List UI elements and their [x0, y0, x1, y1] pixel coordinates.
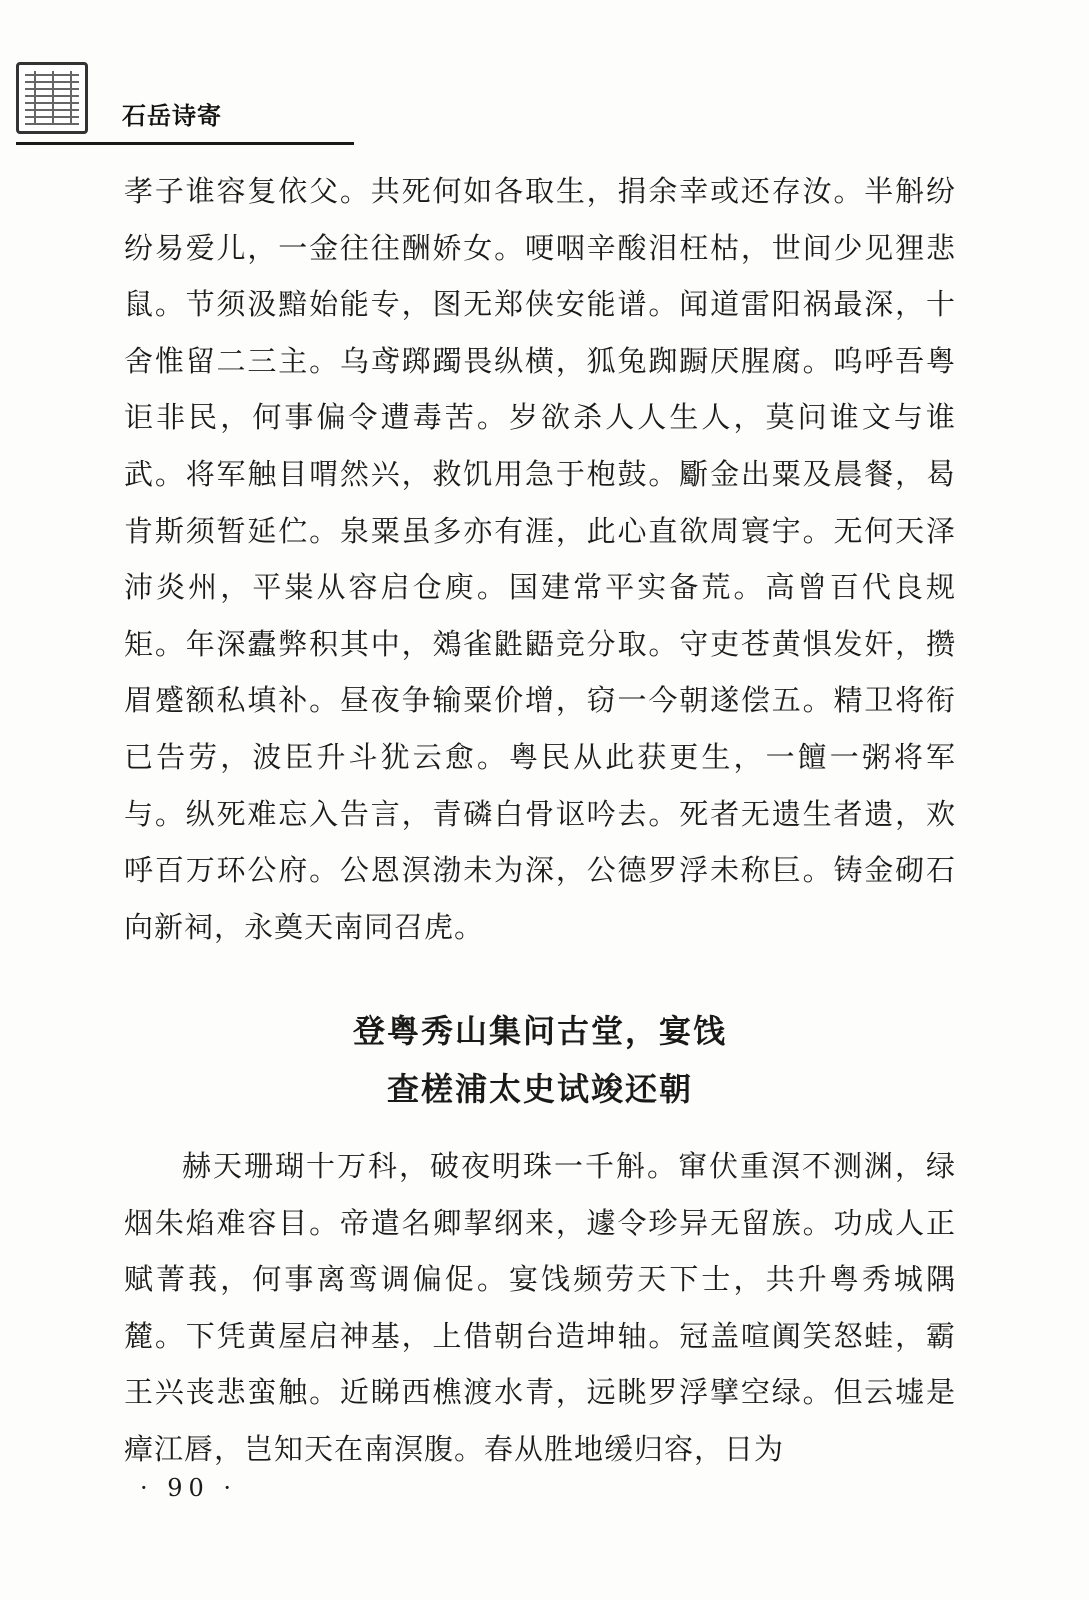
header-rule [16, 142, 354, 145]
seal-logo-icon [16, 62, 88, 134]
poem-title-line-1: 登粤秀山集问古堂，宴饯 [352, 1012, 727, 1050]
poem-body-text: 赫天珊瑚十万科，破夜明珠一千斛。窜伏重溟不测渊，绿烟朱焰难容目。帝遣名卿挈纲来，遽令珍异无留族。功成人正赋菁莪，何事离鸾调偏促。宴饯频劳天下士，共升粤秀城隅麓。下凭黄屋启神基，上借朝台造坤轴。冠盖喧阗笑怒蛙，霸王兴丧悲蛮触。近睇西樵渡水青，远眺罗浮擘空绿。但云墟是瘴江唇，岂知天在南溟腹。春从胜地缓归容，日为 [124, 1149, 956, 1466]
seal-pattern [25, 71, 79, 125]
poem-title-line-2: 查槎浦太史试竣还朝 [386, 1070, 693, 1108]
running-header-title: 石岳诗寄 [122, 102, 222, 130]
page-number: · 90 · [140, 1474, 238, 1502]
poem-continuation-text: 孝子谁容复依父。共死何如各取生，捐余幸或还存汝。半斛纷纷易爱儿，一金往往酬娇女。哽咽辛酸泪枉枯，世间少见狸悲鼠。节须汲黯始能专，图无郑侠安能谱。闻道雷阳祸最深，十舍惟留二三主。乌鸢踯躅畏纵横，狐兔踟蹰厌腥腐。呜呼吾粤讵非民，何事偏令遭毒苦。岁欲杀人人生人，莫问谁文与谁武。将军触目喟然兴，救饥用急于枹鼓。斸金出粟及晨餐，曷肯斯须暂延伫。泉粟虽多亦有涯，此心直欲周寰宇。无何天泽沛炎州，平粜从容启仓庾。国建常平实备荒。高曾百代良规矩。年深蠹弊积其中，鵁雀鼪鼯竞分取。守吏苍黄惧发奸，攒眉蹙额私填补。昼夜争输粟价增，窃一今朝遂偿五。精卫将衔已告劳，波臣升斗犹云愈。粤民从此获更生，一饘一粥将军与。纵死难忘入告言，青磷白骨讴吟去。死者无遗生者遗，欢呼百万环公府。公恩溟渤未为深，公德罗浮未称巨。铸金砌石向新祠，永奠天南同召虎。 [124, 174, 956, 944]
